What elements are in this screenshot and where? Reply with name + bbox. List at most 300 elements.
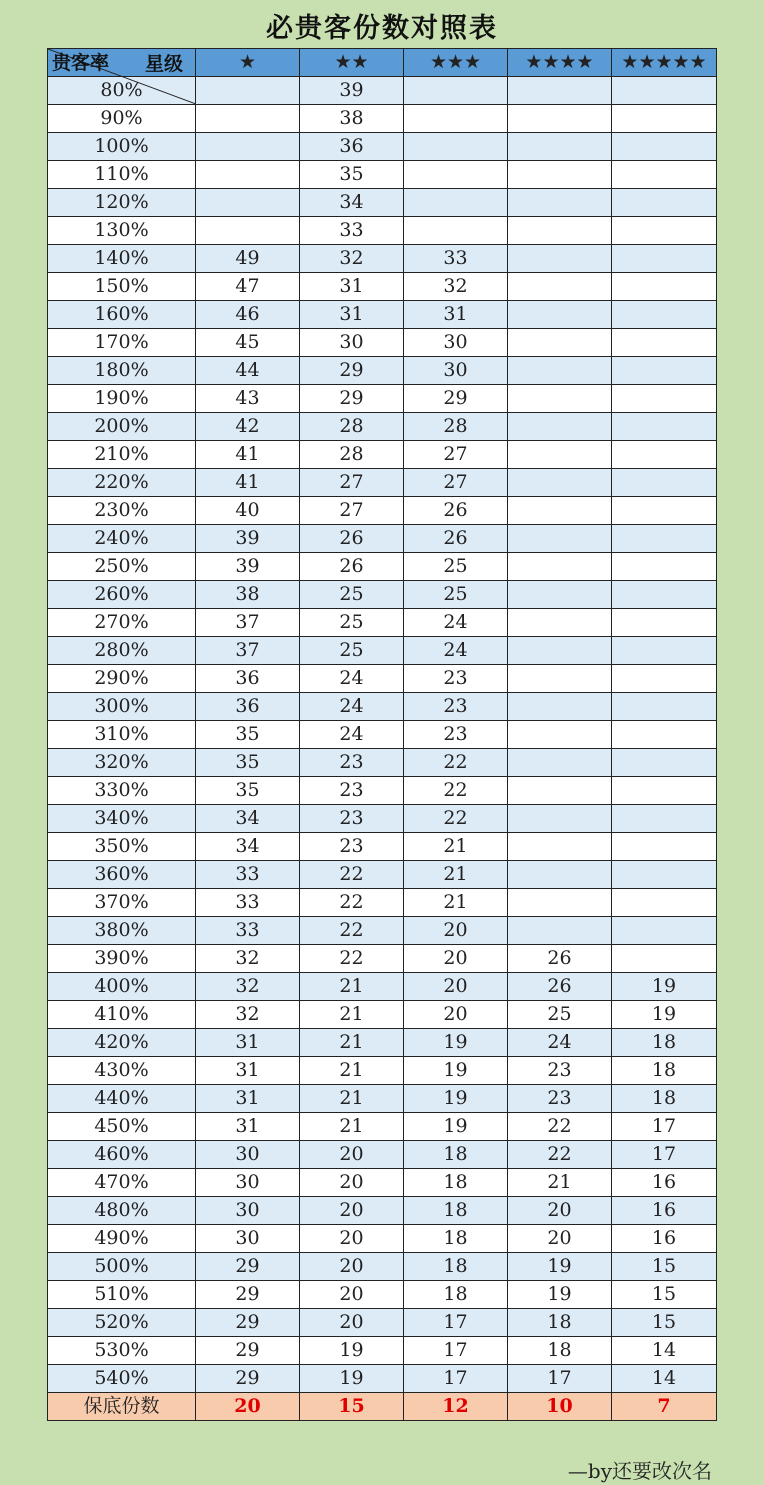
count-cell: 23 (300, 833, 404, 861)
table-row (48, 1365, 717, 1393)
count-cell (612, 273, 717, 301)
count-cell: 19 (508, 1281, 612, 1309)
guest-rate-cell: 160% (48, 301, 196, 329)
count-cell (612, 777, 717, 805)
count-cell (508, 329, 612, 357)
count-cell: 20 (300, 1253, 404, 1281)
count-cell: 16 (612, 1225, 717, 1253)
guest-rate-cell: 200% (48, 413, 196, 441)
count-cell (612, 469, 717, 497)
count-cell: 20 (404, 917, 508, 945)
count-cell: 31 (300, 301, 404, 329)
count-cell: 17 (404, 1337, 508, 1365)
count-cell: 18 (612, 1029, 717, 1057)
count-cell: 24 (508, 1029, 612, 1057)
guest-rate-cell: 510% (48, 1281, 196, 1309)
guest-rate-cell: 130% (48, 217, 196, 245)
count-cell: 23 (508, 1057, 612, 1085)
count-cell: 21 (300, 1085, 404, 1113)
count-cell: 20 (300, 1197, 404, 1225)
count-cell: 35 (196, 721, 300, 749)
table-row (48, 1169, 717, 1197)
guest-rate-cell: 420% (48, 1029, 196, 1057)
count-cell (612, 161, 717, 189)
footer-value: 10 (508, 1393, 612, 1421)
count-cell (508, 609, 612, 637)
table-row (48, 497, 717, 525)
count-cell (508, 133, 612, 161)
count-cell: 35 (196, 777, 300, 805)
count-cell: 21 (508, 1169, 612, 1197)
footer-value: 12 (404, 1393, 508, 1421)
corner-header-cell (48, 49, 196, 77)
count-cell: 23 (300, 777, 404, 805)
table-row (48, 1029, 717, 1057)
table-row (48, 945, 717, 973)
count-cell (508, 777, 612, 805)
count-cell (508, 245, 612, 273)
guest-rate-cell: 80% (48, 77, 196, 105)
count-cell (508, 441, 612, 469)
count-cell: 30 (196, 1225, 300, 1253)
footer-value: 15 (300, 1393, 404, 1421)
guest-rate-cell: 110% (48, 161, 196, 189)
count-cell (612, 581, 717, 609)
guest-rate-cell: 310% (48, 721, 196, 749)
table-row (48, 1225, 717, 1253)
count-cell: 32 (196, 945, 300, 973)
count-cell: 33 (196, 889, 300, 917)
count-cell: 21 (300, 1001, 404, 1029)
star-header-3: ★★★ (404, 49, 508, 77)
count-cell: 41 (196, 441, 300, 469)
count-cell: 31 (196, 1057, 300, 1085)
count-cell (612, 413, 717, 441)
count-cell: 31 (196, 1029, 300, 1057)
count-cell: 18 (508, 1337, 612, 1365)
count-cell (508, 469, 612, 497)
count-cell: 37 (196, 609, 300, 637)
count-cell: 18 (404, 1253, 508, 1281)
count-cell: 17 (404, 1365, 508, 1393)
count-cell (196, 133, 300, 161)
count-cell: 20 (404, 1001, 508, 1029)
count-cell: 25 (404, 581, 508, 609)
count-cell (196, 161, 300, 189)
count-cell: 18 (404, 1281, 508, 1309)
count-cell (404, 189, 508, 217)
guest-rate-cell: 350% (48, 833, 196, 861)
count-cell (508, 105, 612, 133)
table-row (48, 329, 717, 357)
corner-label-star-level: 星级 (144, 53, 183, 75)
table-row (48, 1057, 717, 1085)
count-cell: 17 (508, 1365, 612, 1393)
table-row (48, 1281, 717, 1309)
count-cell: 31 (196, 1113, 300, 1141)
count-cell: 30 (404, 357, 508, 385)
count-cell: 30 (196, 1141, 300, 1169)
count-cell: 25 (300, 637, 404, 665)
count-cell (612, 749, 717, 777)
count-cell: 29 (196, 1281, 300, 1309)
count-cell: 34 (196, 833, 300, 861)
table-row (48, 777, 717, 805)
count-cell: 28 (300, 413, 404, 441)
table-row (48, 833, 717, 861)
count-cell (404, 77, 508, 105)
count-cell (508, 861, 612, 889)
count-cell (508, 805, 612, 833)
count-cell (508, 525, 612, 553)
count-cell: 38 (196, 581, 300, 609)
count-cell: 34 (196, 805, 300, 833)
count-cell: 31 (196, 1085, 300, 1113)
count-cell: 18 (612, 1057, 717, 1085)
count-cell: 33 (196, 917, 300, 945)
guest-count-table (47, 48, 717, 1421)
guest-rate-cell: 340% (48, 805, 196, 833)
count-cell: 33 (404, 245, 508, 273)
count-cell: 43 (196, 385, 300, 413)
guest-rate-cell: 280% (48, 637, 196, 665)
table-row (48, 161, 717, 189)
count-cell (508, 581, 612, 609)
count-cell: 24 (300, 665, 404, 693)
count-cell (508, 917, 612, 945)
count-cell (508, 749, 612, 777)
guest-rate-cell: 500% (48, 1253, 196, 1281)
table-row (48, 805, 717, 833)
guest-rate-cell: 320% (48, 749, 196, 777)
count-cell (508, 77, 612, 105)
table-row (48, 469, 717, 497)
count-cell: 18 (508, 1309, 612, 1337)
count-cell: 19 (300, 1365, 404, 1393)
table-row (48, 553, 717, 581)
guest-rate-cell: 140% (48, 245, 196, 273)
guest-rate-cell: 260% (48, 581, 196, 609)
count-cell: 23 (404, 721, 508, 749)
count-cell: 29 (300, 357, 404, 385)
count-cell: 49 (196, 245, 300, 273)
count-cell (612, 945, 717, 973)
count-cell (612, 497, 717, 525)
count-cell (196, 77, 300, 105)
count-cell: 24 (404, 637, 508, 665)
table-row (48, 1253, 717, 1281)
guest-rate-cell: 250% (48, 553, 196, 581)
count-cell: 20 (300, 1225, 404, 1253)
count-cell (612, 525, 717, 553)
count-cell (612, 805, 717, 833)
count-cell: 32 (404, 273, 508, 301)
count-cell: 17 (404, 1309, 508, 1337)
count-cell: 33 (300, 217, 404, 245)
count-cell: 20 (300, 1309, 404, 1337)
count-cell: 21 (300, 1113, 404, 1141)
count-cell: 20 (300, 1169, 404, 1197)
table-row (48, 609, 717, 637)
count-cell: 22 (300, 917, 404, 945)
count-cell: 27 (300, 497, 404, 525)
table-row (48, 889, 717, 917)
table-row (48, 973, 717, 1001)
count-cell: 21 (300, 1057, 404, 1085)
count-cell: 19 (508, 1253, 612, 1281)
count-cell (612, 105, 717, 133)
count-cell (508, 553, 612, 581)
count-cell: 18 (612, 1085, 717, 1113)
count-cell: 29 (300, 385, 404, 413)
table-row (48, 1001, 717, 1029)
footer-value: 7 (612, 1393, 717, 1421)
count-cell (612, 721, 717, 749)
guest-rate-cell: 330% (48, 777, 196, 805)
count-cell: 39 (300, 77, 404, 105)
count-cell: 22 (300, 889, 404, 917)
table-row (48, 861, 717, 889)
count-cell: 29 (196, 1337, 300, 1365)
count-cell: 15 (612, 1309, 717, 1337)
guest-rate-cell: 430% (48, 1057, 196, 1085)
count-cell: 21 (404, 889, 508, 917)
count-cell (612, 441, 717, 469)
count-cell (404, 133, 508, 161)
table-row (48, 637, 717, 665)
guest-rate-cell: 410% (48, 1001, 196, 1029)
count-cell: 26 (508, 973, 612, 1001)
table-row (48, 133, 717, 161)
count-cell: 23 (508, 1085, 612, 1113)
guest-rate-cell: 390% (48, 945, 196, 973)
count-cell: 18 (404, 1169, 508, 1197)
count-cell: 21 (404, 861, 508, 889)
count-cell (196, 189, 300, 217)
count-cell: 39 (196, 525, 300, 553)
star-header-4: ★★★★ (508, 49, 612, 77)
count-cell (196, 105, 300, 133)
count-cell (508, 833, 612, 861)
count-cell: 24 (300, 693, 404, 721)
author-signature: —by还要改次名 (567, 1459, 712, 1483)
guest-rate-cell: 540% (48, 1365, 196, 1393)
count-cell: 22 (508, 1141, 612, 1169)
table-row (48, 1113, 717, 1141)
guest-rate-cell: 270% (48, 609, 196, 637)
count-cell (612, 385, 717, 413)
table-row (48, 1309, 717, 1337)
count-cell: 20 (300, 1141, 404, 1169)
count-cell: 29 (404, 385, 508, 413)
count-cell (508, 357, 612, 385)
count-cell: 20 (300, 1281, 404, 1309)
guest-rate-cell: 220% (48, 469, 196, 497)
footer-value: 20 (196, 1393, 300, 1421)
table-row (48, 1085, 717, 1113)
table-row (48, 413, 717, 441)
count-cell: 19 (404, 1029, 508, 1057)
table-row (48, 1197, 717, 1225)
footer-row-minimum (48, 1393, 717, 1421)
count-cell: 35 (300, 161, 404, 189)
guest-rate-cell: 400% (48, 973, 196, 1001)
count-cell: 25 (404, 553, 508, 581)
count-cell: 29 (196, 1253, 300, 1281)
count-cell: 37 (196, 637, 300, 665)
count-cell: 23 (404, 693, 508, 721)
header-row (48, 49, 717, 77)
count-cell: 32 (196, 1001, 300, 1029)
count-cell: 47 (196, 273, 300, 301)
guest-rate-cell: 180% (48, 357, 196, 385)
count-cell (612, 889, 717, 917)
count-cell: 29 (196, 1365, 300, 1393)
count-cell: 25 (300, 581, 404, 609)
count-cell: 17 (612, 1141, 717, 1169)
count-cell (508, 413, 612, 441)
count-cell: 32 (300, 245, 404, 273)
table-row (48, 441, 717, 469)
count-cell: 22 (508, 1113, 612, 1141)
count-cell: 29 (196, 1309, 300, 1337)
count-cell: 27 (404, 469, 508, 497)
count-cell: 14 (612, 1337, 717, 1365)
table-row (48, 357, 717, 385)
count-cell (612, 553, 717, 581)
count-cell (612, 917, 717, 945)
guest-rate-cell: 470% (48, 1169, 196, 1197)
count-cell: 45 (196, 329, 300, 357)
count-cell: 30 (404, 329, 508, 357)
page-title: 必贵客份数对照表 (266, 13, 498, 44)
count-cell (612, 693, 717, 721)
count-cell: 18 (404, 1225, 508, 1253)
guest-rate-cell: 150% (48, 273, 196, 301)
count-cell: 31 (404, 301, 508, 329)
count-cell: 40 (196, 497, 300, 525)
count-cell (612, 861, 717, 889)
count-cell: 19 (404, 1085, 508, 1113)
count-cell (196, 217, 300, 245)
count-cell (612, 357, 717, 385)
count-cell (404, 161, 508, 189)
count-cell (508, 217, 612, 245)
count-cell: 28 (404, 413, 508, 441)
count-cell: 22 (404, 805, 508, 833)
table-row (48, 273, 717, 301)
count-cell (508, 721, 612, 749)
count-cell (508, 693, 612, 721)
guest-rate-cell: 300% (48, 693, 196, 721)
table-row (48, 245, 717, 273)
table-row (48, 581, 717, 609)
count-cell (612, 665, 717, 693)
count-cell: 19 (404, 1057, 508, 1085)
guest-rate-cell: 190% (48, 385, 196, 413)
count-cell: 26 (300, 525, 404, 553)
table-row (48, 301, 717, 329)
table-row (48, 721, 717, 749)
count-cell: 31 (300, 273, 404, 301)
count-cell: 44 (196, 357, 300, 385)
guest-rate-cell: 360% (48, 861, 196, 889)
table-row (48, 1141, 717, 1169)
table-row (48, 385, 717, 413)
count-cell: 20 (508, 1225, 612, 1253)
count-cell (508, 497, 612, 525)
count-cell: 25 (300, 609, 404, 637)
count-cell (508, 189, 612, 217)
count-cell: 16 (612, 1169, 717, 1197)
count-cell: 28 (300, 441, 404, 469)
guest-rate-cell: 210% (48, 441, 196, 469)
count-cell: 36 (196, 693, 300, 721)
table-row (48, 665, 717, 693)
count-cell: 26 (300, 553, 404, 581)
count-cell: 42 (196, 413, 300, 441)
table-row (48, 189, 717, 217)
count-cell (612, 189, 717, 217)
count-cell (404, 217, 508, 245)
guest-rate-cell: 170% (48, 329, 196, 357)
guest-rate-cell: 380% (48, 917, 196, 945)
count-cell (508, 889, 612, 917)
guest-rate-cell: 100% (48, 133, 196, 161)
count-cell: 21 (300, 1029, 404, 1057)
count-cell (508, 637, 612, 665)
guest-rate-cell: 90% (48, 105, 196, 133)
count-cell: 34 (300, 189, 404, 217)
count-cell: 41 (196, 469, 300, 497)
count-cell: 18 (404, 1197, 508, 1225)
count-cell: 24 (404, 609, 508, 637)
count-cell: 30 (196, 1169, 300, 1197)
count-cell: 39 (196, 553, 300, 581)
count-cell: 36 (196, 665, 300, 693)
count-cell: 19 (300, 1337, 404, 1365)
count-cell: 19 (612, 973, 717, 1001)
count-cell: 46 (196, 301, 300, 329)
count-cell: 32 (196, 973, 300, 1001)
count-cell: 20 (404, 973, 508, 1001)
footer-label: 保底份数 (48, 1393, 196, 1421)
guest-rate-cell: 440% (48, 1085, 196, 1113)
count-cell (612, 637, 717, 665)
table-row (48, 749, 717, 777)
count-cell (508, 301, 612, 329)
count-cell: 33 (196, 861, 300, 889)
count-cell (612, 833, 717, 861)
count-cell: 26 (404, 497, 508, 525)
corner-label-guest-rate: 贵客率 (52, 52, 110, 74)
count-cell: 24 (300, 721, 404, 749)
count-cell: 38 (300, 105, 404, 133)
count-cell: 15 (612, 1253, 717, 1281)
count-cell: 30 (300, 329, 404, 357)
table-row (48, 217, 717, 245)
count-cell: 36 (300, 133, 404, 161)
table-row (48, 1337, 717, 1365)
guest-rate-cell: 230% (48, 497, 196, 525)
count-cell: 22 (404, 777, 508, 805)
count-cell: 20 (404, 945, 508, 973)
count-cell (612, 245, 717, 273)
count-cell: 23 (300, 749, 404, 777)
count-cell: 23 (404, 665, 508, 693)
count-cell: 35 (196, 749, 300, 777)
count-cell: 26 (404, 525, 508, 553)
